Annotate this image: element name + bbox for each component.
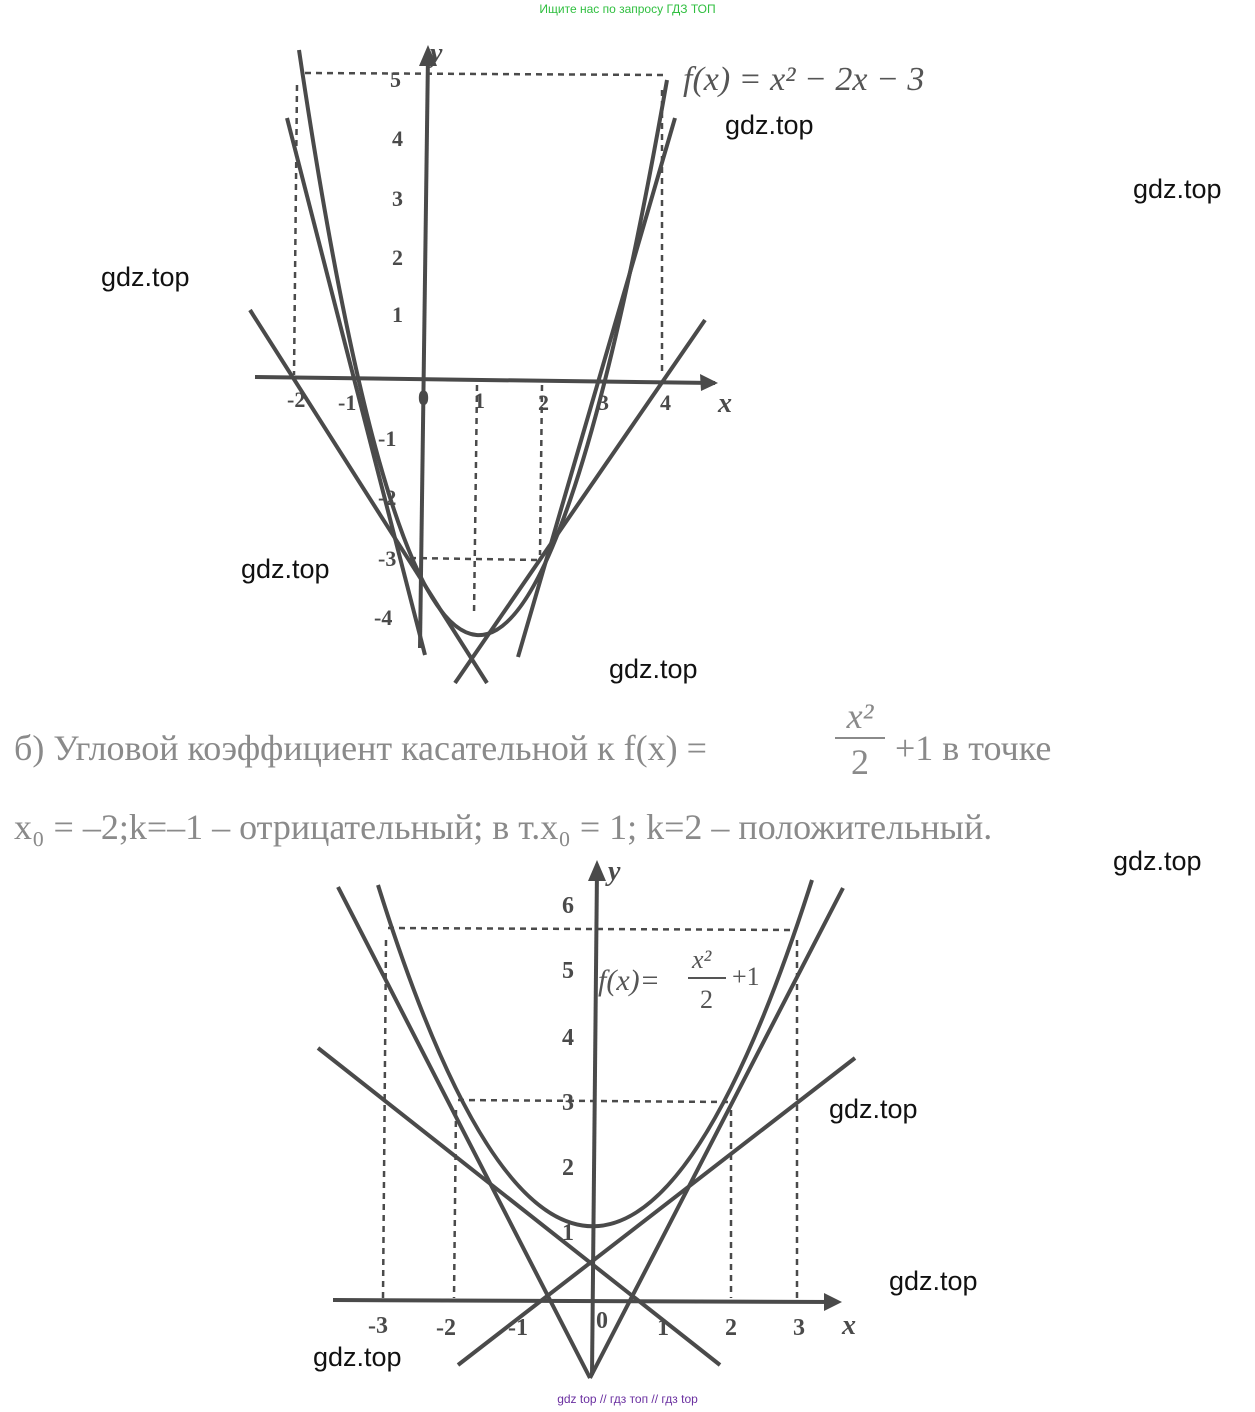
graph-a-ytick: 4 bbox=[392, 126, 403, 151]
watermark: gdz.top bbox=[101, 262, 190, 292]
graph-b-ytick: 1 bbox=[562, 1220, 574, 1246]
graph-a-x-arrow bbox=[700, 374, 718, 391]
graph-a-formula: f(x) = x² − 2x − 3 bbox=[683, 61, 925, 98]
graph-b-formula-left: f(x)= bbox=[598, 964, 660, 997]
part-b-line2 bbox=[14, 806, 992, 848]
graph-a-xtick: 4 bbox=[660, 390, 671, 415]
graph-b-xtick: -1 bbox=[508, 1315, 528, 1341]
graph-b-y-arrow bbox=[588, 860, 606, 881]
graph-a-x-label: x bbox=[718, 388, 732, 419]
graph-b-ytick: 6 bbox=[562, 893, 574, 919]
graph-b-x-axis bbox=[333, 1300, 835, 1302]
graph-b-x-label: x bbox=[842, 1310, 856, 1341]
graph-b-ytick: 2 bbox=[562, 1155, 574, 1181]
graph-a-ytick: -2 bbox=[378, 485, 397, 510]
graph-a-xtick: 1 bbox=[474, 388, 485, 413]
watermark: gdz.top bbox=[313, 1342, 402, 1372]
watermark: gdz.top bbox=[1113, 846, 1202, 876]
graph-b-tangent-1 bbox=[338, 887, 590, 1378]
watermark: gdz.top bbox=[829, 1094, 918, 1124]
watermark: gdz.top bbox=[241, 554, 330, 584]
graph-a-tangent-2 bbox=[250, 310, 487, 683]
watermark: gdz.top bbox=[889, 1266, 978, 1296]
graph-b-formula-right: +1 bbox=[732, 962, 760, 991]
part-b-frac-den: 2 bbox=[851, 742, 869, 782]
watermark: gdz.top bbox=[725, 110, 814, 140]
graph-a-xtick: 3 bbox=[598, 390, 609, 415]
graph-b-xtick: 0 bbox=[596, 1308, 608, 1334]
graph-b-tangent-4 bbox=[590, 888, 843, 1378]
graph-b-y-label: y bbox=[608, 856, 621, 887]
part-b-line1-suffix: +1 в точке bbox=[895, 728, 1052, 768]
graph-a-ytick: 1 bbox=[392, 302, 403, 327]
graph-a-ytick: 5 bbox=[390, 67, 401, 92]
graph-a-xtick: -2 bbox=[287, 387, 306, 412]
part-b-line1 bbox=[14, 727, 707, 769]
graph-b-xtick: 3 bbox=[793, 1315, 805, 1341]
graph-b-ytick: 4 bbox=[562, 1025, 574, 1051]
graph-b-xtick: 1 bbox=[657, 1315, 669, 1341]
graph-a-ytick: 3 bbox=[392, 186, 403, 211]
graph-b-xtick: -2 bbox=[436, 1315, 456, 1341]
graph-a-xtick: -1 bbox=[338, 390, 357, 415]
graph-a-ytick: -3 bbox=[378, 546, 397, 571]
graph-a-ytick: 2 bbox=[392, 245, 403, 270]
graph-b-ytick: 5 bbox=[562, 958, 574, 984]
graph-b-formula-num: x² bbox=[692, 945, 712, 974]
watermark: gdz.top bbox=[1133, 174, 1222, 204]
footer-links[interactable]: gdz top // гдз топ // гдз top bbox=[557, 1392, 698, 1406]
graph-a-parabola bbox=[299, 50, 667, 635]
part-b-fraction bbox=[835, 695, 885, 783]
top-banner[interactable]: Ищите нас по запросу ГДЗ ТОП bbox=[539, 2, 716, 16]
graph-b bbox=[0, 850, 1255, 1390]
graph-a-tangent-3 bbox=[455, 320, 705, 683]
graph-a-y-label: y bbox=[430, 38, 443, 69]
part-b-line2-text: x₀ = –2;k=–1 – отрицательный; в т.x₀ = 1; k=2 – положительный. bbox=[14, 807, 993, 847]
graph-a-ytick: -4 bbox=[374, 605, 393, 630]
graph-b-x-arrow bbox=[824, 1293, 842, 1311]
part-b-line1-prefix: б) Угловой коэффициент касательной к f(x) = bbox=[14, 728, 707, 768]
graph-a-ytick: -1 bbox=[378, 426, 397, 451]
graph-a-xtick: 0 bbox=[418, 385, 429, 410]
graph-a-xtick: 2 bbox=[538, 390, 549, 415]
graph-b-xtick: -3 bbox=[368, 1313, 388, 1339]
graph-b-ytick: 3 bbox=[562, 1090, 574, 1116]
watermark: gdz.top bbox=[609, 654, 698, 684]
graph-a bbox=[0, 0, 1255, 700]
graph-a-x-axis bbox=[255, 377, 715, 383]
graph-b-formula-den: 2 bbox=[700, 985, 713, 1014]
part-b-frac-num: x² bbox=[846, 696, 874, 736]
part-b-line1-end bbox=[895, 727, 1051, 769]
graph-b-xtick: 2 bbox=[725, 1315, 737, 1341]
